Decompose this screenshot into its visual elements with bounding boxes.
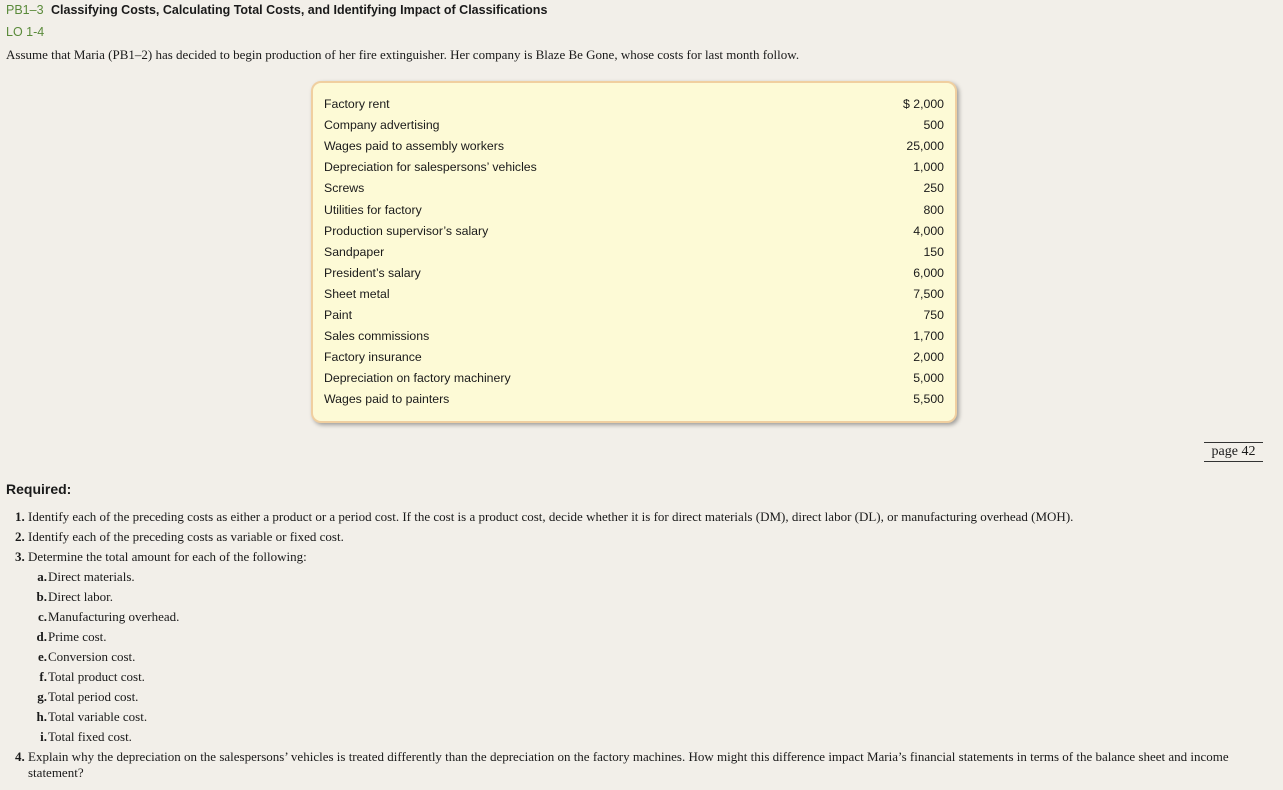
cost-row (324, 115, 944, 136)
item-text: Determine the total amount for each of the following: (28, 549, 307, 564)
required-sub-item (27, 589, 113, 605)
cost-row (324, 200, 944, 221)
cost-amount: 2,000 (913, 350, 944, 365)
cost-amount: 1,700 (913, 329, 944, 344)
cost-row (324, 347, 944, 368)
cost-row (324, 178, 944, 199)
sub-item-letter: d. (36, 629, 47, 644)
cost-label: Sheet metal (324, 286, 390, 301)
sub-item-text: Total fixed cost. (48, 729, 132, 744)
cost-label: Wages paid to assembly workers (324, 139, 504, 154)
cost-label: Production supervisor’s salary (324, 223, 489, 238)
cost-label: Screws (324, 181, 365, 196)
cost-row (324, 326, 944, 347)
cost-label: Wages paid to painters (324, 392, 450, 407)
cost-row (324, 221, 944, 242)
item-number: 2. (15, 529, 25, 544)
cost-amount: 250 (923, 181, 944, 196)
item-text: Explain why the depreciation on the salespersons’ vehicles is treated differently than the depreciation on the factory machines. How might this difference impact Maria’s financial statements in terms of the balance sheet and income statement? (28, 749, 1229, 780)
cost-amount: 1,000 (913, 160, 944, 175)
page-marker: page 42 (1204, 442, 1263, 462)
required-sub-item (27, 689, 138, 705)
cost-amount: 500 (923, 118, 944, 133)
sub-item-letter: c. (37, 609, 47, 624)
required-item-2 (15, 529, 344, 545)
cost-amount: 25,000 (906, 139, 944, 154)
required-sub-item (27, 729, 132, 745)
cost-label: Utilities for factory (324, 202, 422, 217)
cost-row (324, 136, 944, 157)
sub-item-text: Total product cost. (48, 669, 145, 684)
cost-row (324, 94, 944, 115)
cost-label: Paint (324, 308, 353, 322)
problem-header (6, 3, 547, 17)
cost-amount: 5,000 (913, 371, 944, 386)
item-number: 4. (15, 749, 25, 764)
sub-item-text: Prime cost. (48, 629, 107, 644)
sub-item-text: Manufacturing overhead. (48, 609, 180, 624)
cost-amount: 150 (923, 244, 944, 259)
cost-amount: 7,500 (913, 286, 944, 301)
sub-item-text: Direct labor. (48, 589, 113, 604)
cost-table (311, 81, 957, 423)
cost-label: Factory rent (324, 97, 390, 111)
problem-intro: Assume that Maria (PB1–2) has decided to begin production of her fire extinguisher. Her company is Blaze Be Gone, whose costs for last month follow. (6, 47, 800, 62)
item-text: Identify each of the preceding costs as variable or fixed cost. (28, 529, 344, 544)
required-sub-item (27, 709, 147, 725)
cost-label: President’s salary (324, 265, 421, 280)
required-heading: Required: (6, 481, 72, 497)
cost-amount: 800 (923, 202, 944, 217)
required-sub-item (27, 629, 107, 645)
cost-label: Company advertising (324, 118, 440, 133)
cost-row (324, 284, 944, 305)
sub-item-letter: f. (39, 669, 47, 684)
cost-amount: $ 2,000 (902, 97, 944, 111)
sub-item-text: Direct materials. (48, 569, 135, 584)
cost-amount: 5,500 (913, 392, 944, 407)
sub-item-text: Conversion cost. (48, 649, 136, 664)
sub-item-letter: g. (37, 689, 47, 704)
cost-amount: 6,000 (913, 265, 944, 280)
cost-amount: 4,000 (913, 223, 944, 238)
cost-row (324, 305, 944, 326)
cost-label: Sales commissions (324, 329, 430, 344)
sub-item-letter: b. (36, 589, 47, 604)
required-sub-item (27, 669, 145, 685)
cost-row (324, 263, 944, 284)
required-item-3 (15, 549, 307, 565)
required-sub-item (27, 649, 135, 665)
required-item-1 (15, 509, 1073, 525)
cost-row (324, 389, 944, 410)
problem-id: PB1–3 (6, 3, 44, 17)
cost-row (324, 242, 944, 263)
cost-label: Depreciation on factory machinery (324, 371, 511, 386)
cost-row (324, 157, 944, 178)
item-text: Identify each of the preceding costs as either a product or a period cost. If the cost is a product cost, decide whether it is for direct materials (DM), direct labor (DL), or manufacturing overhead (MOH). (28, 509, 1074, 524)
cost-row (324, 368, 944, 389)
required-item-4 (15, 749, 1275, 781)
required-sub-item (27, 569, 135, 585)
required-sub-item (27, 609, 179, 625)
cost-label: Factory insurance (324, 350, 422, 365)
learning-objective: LO 1-4 (6, 25, 45, 39)
sub-item-letter: i. (40, 729, 47, 744)
sub-item-letter: a. (37, 569, 47, 584)
sub-item-letter: e. (37, 649, 47, 664)
sub-item-text: Total period cost. (48, 689, 139, 704)
item-number: 3. (15, 549, 25, 564)
problem-title: Classifying Costs, Calculating Total Costs, and Identifying Impact of Classifications (51, 3, 548, 17)
cost-label: Depreciation for salespersons’ vehicles (324, 160, 537, 175)
cost-amount: 750 (923, 308, 944, 322)
item-number: 1. (15, 509, 25, 524)
sub-item-text: Total variable cost. (48, 709, 148, 724)
sub-item-letter: h. (36, 709, 47, 724)
cost-label: Sandpaper (324, 244, 385, 259)
